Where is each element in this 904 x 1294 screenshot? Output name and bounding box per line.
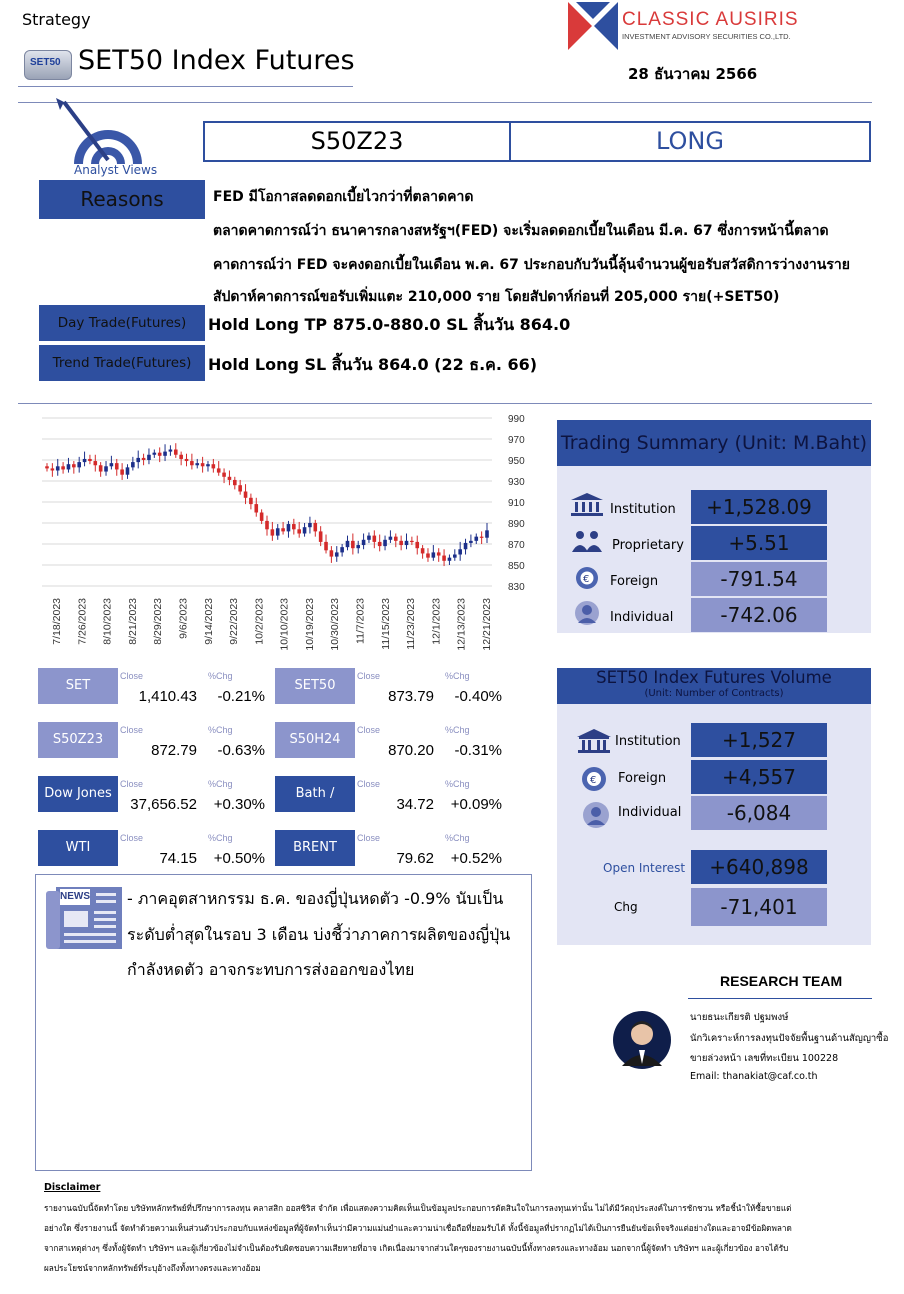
market-set-close: 1,410.43	[138, 688, 197, 705]
candle-body	[61, 466, 65, 469]
vol-individual-label: Individual	[618, 805, 682, 820]
candle-body	[206, 464, 210, 466]
candle-body	[195, 463, 199, 465]
candle-body	[297, 529, 301, 533]
analyst-name: นายธนะเกียรติ ปฐมพงษ์	[690, 1012, 789, 1023]
market-bath-dollar-close: 34.72	[396, 796, 434, 813]
badge-text: SET50	[30, 57, 61, 68]
x-tick-label: 12/21/2023	[481, 598, 493, 651]
candle-body	[249, 498, 253, 504]
institution-icon	[570, 492, 604, 520]
trend-trade-text: Hold Long SL สิ้นวัน 864.0 (22 ธ.ค. 66)	[208, 355, 538, 374]
candle-body	[93, 461, 97, 465]
x-tick-label: 8/29/2023	[152, 598, 165, 645]
candle-body	[212, 464, 216, 468]
open-interest-label: Open Interest	[603, 861, 686, 875]
candle-body	[131, 462, 135, 467]
chg-label: Chg	[614, 900, 638, 914]
candle-body	[158, 453, 162, 456]
position-symbol: S50Z23	[205, 123, 511, 160]
position-direction: LONG	[656, 127, 724, 155]
ts-individual-label: Individual	[610, 610, 674, 625]
candle-body	[265, 521, 269, 529]
candle-body	[260, 513, 264, 521]
candle-body	[56, 466, 60, 470]
candle-body	[394, 537, 398, 541]
market-wti-close: 74.15	[159, 850, 197, 867]
ts-proprietary-label: Proprietary	[612, 538, 684, 553]
chg-caption: %Chg	[445, 779, 470, 789]
vol-institution-value: +1,527	[691, 723, 827, 757]
market-s50h24-label[interactable]: S50H24	[275, 722, 355, 758]
x-tick-label: 7/26/2023	[76, 598, 89, 645]
ts-institution-value: +1,528.09	[691, 490, 827, 524]
close-caption: Close	[120, 725, 144, 735]
day-trade-text: Hold Long TP 875.0-880.0 SL สิ้นวัน 864.0	[208, 315, 571, 334]
reasons-label: Reasons	[39, 180, 205, 219]
candle-body	[421, 548, 425, 553]
candle-body	[287, 524, 291, 531]
close-caption: Close	[357, 779, 381, 789]
x-tick-label: 12/13/2023	[455, 598, 468, 651]
candle-body	[179, 455, 183, 459]
svg-text:€: €	[590, 775, 597, 786]
market-brent-close: 79.62	[396, 850, 434, 867]
candle-body	[244, 492, 248, 498]
x-tick-label: 7/18/2023	[51, 598, 63, 645]
market-set50-chg: -0.40%	[454, 688, 502, 705]
brand-name: CLASSIC AUSIRIS	[622, 9, 799, 30]
disclaimer-line-1: รายงานฉบับนี้จัดทำโดย บริษัทหลักทรัพย์ที่ปรึกษาการลงทุน คลาสสิก ออสซิริส จำกัด เพื่อแสดงความคิดเห็นเป็นข้อมูลประกอบการตัดสินใจในการลงทุนเท่านั้น ไม่ได้มีวัตถุประสงค์ในการชักชวน หรือชี้นำให้ซื้อขายแต่	[44, 1203, 792, 1213]
close-caption: Close	[357, 725, 381, 735]
y-tick-label: 910	[508, 498, 525, 509]
market-s50z23-label[interactable]: S50Z23	[38, 722, 118, 758]
proprietary-icon	[570, 528, 604, 556]
research-team-title: RESEARCH TEAM	[720, 973, 843, 989]
volume-unit: (Unit: Number of Contracts)	[644, 688, 784, 699]
candle-body	[453, 555, 457, 558]
day-trade-label: Day Trade(Futures)	[39, 305, 205, 341]
reasons-line-3: สัปดาห์คาดการณ์ขอรับเพิ่มแตะ 210,000 ราย โดยสัปดาห์ก่อนที่ 205,000 ราย(+SET50)	[213, 289, 780, 305]
chg-caption: %Chg	[208, 779, 233, 789]
strategy-label: Strategy	[22, 10, 91, 29]
close-caption: Close	[120, 833, 144, 843]
candle-body	[426, 553, 430, 557]
market-brent-label[interactable]: BRENT	[275, 830, 355, 866]
market-wti-label[interactable]: WTI	[38, 830, 118, 866]
brand-subtitle: INVESTMENT ADVISORY SECURITIES CO.,LTD.	[622, 32, 791, 41]
candle-body	[51, 468, 55, 470]
market-dow-jones-close: 37,656.52	[130, 796, 197, 813]
x-tick-label: 11/15/2023	[379, 598, 392, 650]
candle-body	[115, 463, 119, 469]
y-tick-label: 850	[508, 561, 525, 572]
y-tick-label: 950	[508, 456, 525, 467]
candle-body	[432, 552, 436, 557]
candle-body	[238, 485, 242, 491]
candle-body	[303, 527, 307, 533]
title-underline	[18, 86, 353, 87]
candle-body	[136, 458, 140, 462]
candle-body	[110, 463, 114, 466]
market-set50-label[interactable]: SET50	[275, 668, 355, 704]
candle-body	[201, 463, 205, 466]
ts-institution-label: Institution	[610, 502, 676, 517]
candle-body	[72, 464, 76, 467]
y-tick-label: 930	[508, 477, 525, 488]
trading-summary-title: Trading Summary (Unit: M.Baht)	[557, 420, 871, 466]
y-tick-label: 890	[508, 519, 525, 530]
market-set-label[interactable]: SET	[38, 668, 118, 704]
x-tick-label: 8/21/2023	[126, 598, 139, 645]
report-date: 28 ธันวาคม 2566	[628, 65, 758, 83]
ts-foreign-label: Foreign	[610, 574, 659, 589]
volume-header	[557, 668, 871, 704]
x-tick-label: 8/10/2023	[101, 598, 114, 645]
analyst-role: นักวิเคราะห์การลงทุนปัจจัยพื้นฐานด้านสัญญาซื้อ	[690, 1033, 889, 1044]
reasons-line-2: คาดการณ์ว่า FED จะคงดอกเบี้ยในเดือน พ.ค. 67 ประกอบกับวันนี้ลุ้นจำนวนผู้ขอรับสวัสดิการว่างงานราย	[213, 257, 850, 273]
position-box	[203, 121, 871, 162]
analyst-views-label: Analyst Views	[74, 163, 158, 177]
candle-body	[405, 541, 409, 545]
market-brent-chg: +0.52%	[450, 850, 502, 867]
x-tick-label: 11/7/2023	[354, 598, 367, 644]
y-tick-label: 830	[508, 582, 525, 593]
news-line-1: - ภาคอุตสาหกรรม ธ.ค. ของญี่ปุ่นหดตัว -0.9% นับเป็น	[127, 889, 504, 908]
set50-candlestick-chart	[30, 408, 530, 662]
y-tick-label: 990	[508, 414, 525, 425]
close-caption: Close	[357, 671, 381, 681]
candle-body	[88, 459, 92, 461]
candle-body	[389, 537, 393, 540]
candle-body	[383, 540, 387, 546]
candle-body	[367, 536, 371, 540]
market-dow-jones-chg: +0.30%	[213, 796, 265, 813]
candle-body	[340, 547, 344, 552]
y-tick-label: 870	[508, 540, 525, 551]
x-tick-label: 10/19/2023	[303, 598, 316, 651]
svg-text:€: €	[583, 574, 590, 585]
chg-caption: %Chg	[445, 833, 470, 843]
x-tick-label: 9/14/2023	[202, 598, 215, 645]
foreign-icon	[580, 765, 608, 793]
market-dow-jones-label[interactable]: Dow Jones	[38, 776, 118, 812]
candle-body	[104, 466, 108, 471]
institution-icon	[576, 728, 612, 754]
market-bath-dollar-label[interactable]: Bath /	[275, 776, 355, 812]
news-icon-text: NEWS	[60, 891, 90, 902]
candle-body	[276, 528, 280, 535]
market-set50-close: 873.79	[388, 688, 434, 705]
disclaimer-title: Disclaimer	[44, 1182, 101, 1193]
candle-body	[147, 455, 151, 460]
candle-body	[410, 541, 414, 542]
candle-body	[271, 529, 275, 535]
analyst-email[interactable]: Email: thanakiat@caf.co.th	[690, 1071, 818, 1082]
close-caption: Close	[120, 671, 144, 681]
candle-body	[356, 545, 360, 548]
candle-body	[99, 465, 103, 471]
ts-proprietary-value: +5.51	[691, 526, 827, 560]
reasons-line-1: ตลาดคาดการณ์ว่า ธนาคารกลางสหรัฐฯ(FED) จะเริ่มลดดอกเบี้ยในเดือน มี.ค. 67 ซึ่งการหน้านี้ตลาด	[213, 223, 829, 239]
page-title: SET50 Index Futures	[78, 45, 355, 76]
close-caption: Close	[357, 833, 381, 843]
x-tick-label: 12/1/2023	[430, 598, 443, 645]
candle-body	[281, 528, 285, 531]
chg-caption: %Chg	[445, 671, 470, 681]
candle-body	[335, 552, 339, 556]
foreign-icon	[570, 564, 604, 592]
trend-trade-label: Trend Trade(Futures)	[39, 345, 205, 381]
market-bath-dollar-chg: +0.09%	[450, 796, 502, 813]
x-tick-label: 11/23/2023	[405, 598, 418, 650]
reasons-headline: FED มีโอกาสลดดอกเบี้ยไวกว่าที่ตลาดคาด	[213, 189, 474, 205]
news-line-2: ระดับต่ำสุดในรอบ 3 เดือน บ่งชี้ว่าภาคการผลิตของญี่ปุ่น	[127, 925, 511, 944]
candle-body	[442, 556, 446, 561]
candle-body	[254, 504, 258, 512]
chg-value: -71,401	[691, 888, 827, 926]
candle-body	[120, 469, 124, 474]
set50-badge-logo	[24, 50, 72, 80]
disclaimer-line-2: อย่างใด ซึ่งรายงานนี้ จัดทำด้วยความเห็นส่วนตัวประกอบกับแหล่งข้อมูลที่ผู้จัดทำเห็นว่ามีความแม่นยำและความน่าเชื่อถือที่ยอมรับได้ ทั้งนี้ข้อมูลที่ปรากฏไม่ได้เป็นการยืนยันข้อเท็จจริงแต่อย่างใดและอาจมีข้อผิดพลาด	[44, 1223, 792, 1233]
x-tick-label: 9/6/2023	[177, 598, 190, 639]
candle-body	[362, 540, 366, 545]
candle-body	[83, 459, 87, 462]
candle-body	[163, 452, 167, 456]
y-tick-label: 970	[508, 435, 525, 446]
target-icon	[48, 96, 170, 168]
research-divider	[688, 998, 872, 999]
candle-body	[233, 480, 237, 485]
candle-body	[324, 542, 328, 550]
x-tick-label: 9/22/2023	[228, 598, 241, 645]
candle-body	[437, 552, 441, 555]
close-caption: Close	[120, 779, 144, 789]
candle-body	[346, 541, 350, 547]
candle-body	[399, 541, 403, 545]
market-s50z23-close: 872.79	[151, 742, 197, 759]
candle-body	[126, 467, 130, 474]
candle-body	[373, 536, 377, 542]
candle-body	[458, 549, 462, 554]
ts-individual-value: -742.06	[691, 598, 827, 632]
open-interest-value: +640,898	[691, 850, 827, 884]
candle-body	[228, 477, 232, 480]
x-tick-label: 10/10/2023	[278, 598, 291, 651]
individual-icon	[570, 600, 604, 628]
candle-body	[169, 450, 173, 452]
chg-caption: %Chg	[445, 725, 470, 735]
candle-body	[67, 464, 71, 469]
analyst-avatar	[612, 1010, 672, 1070]
x-tick-label: 10/2/2023	[253, 598, 266, 645]
section-divider	[18, 403, 872, 404]
market-s50h24-close: 870.20	[388, 742, 434, 759]
chg-caption: %Chg	[208, 671, 233, 681]
classic-ausiris-logo-icon	[568, 2, 618, 52]
candle-body	[45, 466, 49, 468]
candle-body	[77, 462, 81, 467]
vol-foreign-value: +4,557	[691, 760, 827, 794]
x-tick-label: 10/30/2023	[329, 598, 342, 651]
candle-body	[308, 523, 312, 527]
candle-body	[142, 458, 146, 460]
candle-body	[480, 537, 484, 538]
vol-individual-value: -6,084	[691, 796, 827, 830]
vol-foreign-label: Foreign	[618, 771, 667, 786]
vol-institution-label: Institution	[615, 734, 681, 749]
candle-body	[415, 542, 419, 548]
candle-body	[351, 541, 355, 548]
chg-caption: %Chg	[208, 725, 233, 735]
candle-body	[222, 473, 226, 477]
candle-body	[464, 543, 468, 549]
candle-body	[313, 523, 317, 531]
disclaimer-line-3: จากสาเหตุต่างๆ ซึ่งทั้งผู้จัดทำ บริษัทฯ และผู้เกี่ยวข้องไม่จำเป็นต้องรับผิดชอบความเสียหายที่อาจ เกิดเนื่องมาจากส่วนใดๆของรายงานฉบับนี้ทั้งทางตรงและทางอ้อม นอกจากนี้ผู้จัดทำ บริษัทฯ และผู้เกี่ยวข้อง อาจได้รับ	[44, 1243, 789, 1253]
market-wti-chg: +0.50%	[213, 850, 265, 867]
candle-body	[448, 558, 452, 561]
candle-body	[185, 459, 189, 461]
news-line-3: กำลังหดตัว อาจกระทบการส่งออกของไทย	[127, 960, 415, 979]
candle-body	[190, 461, 194, 465]
candle-body	[378, 542, 382, 546]
candle-body	[292, 524, 296, 529]
ts-foreign-value: -791.54	[691, 562, 827, 596]
volume-title: SET50 Index Futures Volume	[596, 668, 832, 687]
individual-icon	[582, 801, 610, 829]
candle-body	[217, 468, 221, 472]
analyst-license: ขายล่วงหน้า เลขที่ทะเบียน 100228	[690, 1053, 839, 1064]
market-set-chg: -0.21%	[217, 688, 265, 705]
market-s50z23-chg: -0.63%	[217, 742, 265, 759]
candle-body	[174, 450, 178, 455]
candle-body	[485, 530, 489, 537]
candle-body	[153, 453, 157, 455]
candle-body	[474, 537, 478, 541]
candle-body	[330, 550, 334, 556]
candle-body	[469, 541, 473, 543]
chg-caption: %Chg	[208, 833, 233, 843]
disclaimer-line-4: ผลประโยชน์จากหลักทรัพย์ที่ระบุอ้างถึงทั้งทางตรงและทางอ้อม	[44, 1263, 261, 1273]
market-s50h24-chg: -0.31%	[454, 742, 502, 759]
candle-body	[319, 531, 323, 542]
